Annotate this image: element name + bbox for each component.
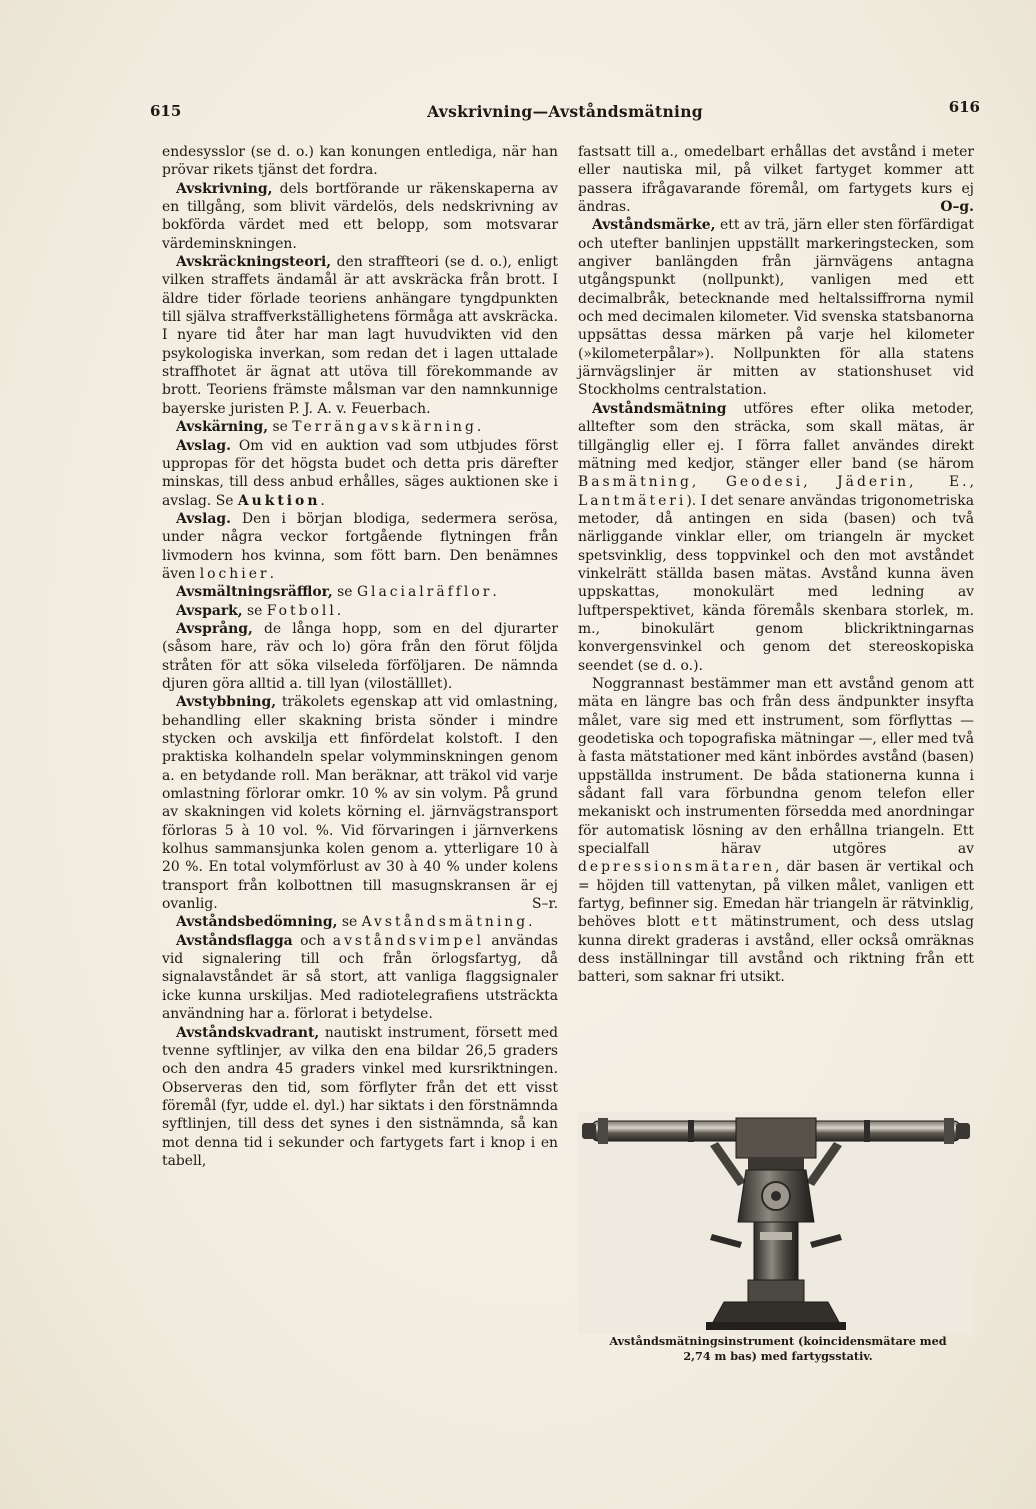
entry-continuation: endesysslor (se d. o.) kan konungen entlediga, när han prövar rikets tjänst det fordra.: [162, 144, 558, 179]
entry-avsmaltningsrafflor: Avsmältningsräfflor, se Glacialräfflor.: [176, 584, 497, 601]
cross-reference: lochier: [199, 565, 270, 582]
entry-avskrackningsteori: Avskräckningsteori, den straffteori (se d. o.), enligt vilken straffets ändamål är att avskräcka från brott. I äldre tider förlade teoriens anhängare tyngdpunkten till själva straffverkställighetens förmåga att avskräcka. I nyare tid åter har man lagt huvudvikten vid den psykologiska inverkan, som redan det i lagen uttalade straffhotet är ägnat att utöva till förekommande av brott. Teoriens främste målsman var den namnkunnige bayerske juristen P. J. A. v. Feuerbach.: [162, 254, 558, 417]
entry-avskrivning: Avskrivning, dels bortförande ur räkenskaperna av en tillgång, som blivit värdelös, dels nedskrivning av bokförda värdet med ett belopp, som motsvarar värdeminskningen.: [162, 180, 558, 252]
cross-reference: Glacialräfflor: [356, 584, 493, 601]
cross-reference: Jäderin, E.: [837, 474, 970, 491]
entry-avstandsmatning-cont: Noggrannast bestämmer man ett avstånd genom att mäta en längre bas och från dess ändpunkter insyfta målet, vare sig med ett instrument, som förflyttas — geodetiska och topografiska mätningar —, eller med två à fasta mätstationer med känt inbördes avstånd (basen) uppställda instrument. De båda stationerna kunna i sådant fall vara förbundna genom telefon eller mekaniskt och instrumenten försedda med anordningar för automatisk lösning av den erhållna triangeln. Ett specialfall härav utgöres av depressionsmätaren, där basen är vertikal och = höjden till vattenytan, på vilken målet, vanligen ett fartyg, befinner sig. Emedan här triangeln är rätvinklig, behöves blott ett mätinstrument, och dess utslag kunna direkt graderas i avstånd, eller också omräknas dess inställningar till avstånd och riktning från ett batteri, som saknar fri utsikt.: [578, 675, 975, 986]
cross-reference: Terrängavskärning: [292, 419, 477, 436]
entry-avsprang: Avsprång, de långa hopp, som en del djurarter (såsom hare, räv och lo) göra från den förut följda stråten för att söka vilseleda förföljaren. De nämnda djuren göra alltid a. till lyan (viloställlet).: [162, 620, 558, 692]
cross-reference: depressionsmätaren: [578, 859, 776, 876]
page-number-left: 615: [150, 102, 182, 120]
page-header: [150, 98, 980, 124]
rangefinder-illustration: [578, 1112, 974, 1334]
running-title: Avskrivning—Avståndsmätning: [427, 102, 703, 121]
cross-reference: Fotboll: [266, 602, 337, 619]
entry-avstybbning: Avstybbning, träkolets egenskap att vid omlastning, behandling eller skakning brista sönder i mindre stycken och avskilja ett finfördelat kolstoft. I den praktiska kolhandeln spelar volymminskningen genom a. en betydande roll. Man beräknar, att träkol vid varje omlastning förlorar omkr. 10 % av sin volym. På grund av skakningen vid kolets körning el. järnvägstransport förloras 5 à 10 vol. %. Vid förvaringen i järnverkens kolhus sammansjunka kolen genom a. ytterligare 10 à 20 %. En total volymförlust av 30 à 40 % under kolens transport från kolbottnen till masugnskransen är ej ovanlig. S–r.: [162, 694, 558, 913]
right-column: [578, 143, 974, 987]
cross-reference: avståndsvimpel: [332, 932, 484, 949]
author-signature: S–r.: [532, 896, 558, 913]
entry-avstandsbedomning: Avståndsbedömning, se Avståndsmätning.: [176, 914, 533, 931]
cross-reference: Auktion: [237, 492, 321, 509]
entry-avskarning: Avskärning, se Terrängavskärning.: [176, 419, 482, 436]
entry-avstandsmatning: Avståndsmätning utföres efter olika metoder, alltefter som den sträcka, som skall mätas, är tillgänglig eller ej. I förra fallet användes direkt mätning med kedjor, stänger eller band (se härom Basmätning, Geodesi, Jäderin, E., Lantmäteri). I det senare användas trigonometriska metoder, då antingen en sida (basen) och två närliggande vinklar eller, om triangeln är mycket spetsvinklig, dess toppvinkel och den mot avståndet vinkelrätt ställda basen mätas. Avstånd kunna även uppskattas, monokulärt med ledning av luftperspektivet, kända föremåls skenbara storlek, m. m., binokulärt genom blickriktningarnas konvergensvinkel och genom det stereoskopiska seendet (se d. o.).: [578, 400, 974, 674]
left-column: [162, 143, 558, 1170]
caption-line-2: 2,74 m bas) med fartygsstativ.: [683, 1348, 873, 1363]
caption-line-1: Avståndsmätningsinstrument (koincidensmätare med: [609, 1334, 947, 1348]
author-signature: O–g.: [940, 199, 974, 216]
entry-continuation: fastsatt till a., omedelbart erhållas det avstånd i meter eller nautiska mil, på vilket fartyget kommer att passera ifrågavarande föremål, om fartygets kurs ej ändras. O–g.: [578, 144, 974, 216]
cross-reference: Lantmäteri: [578, 492, 687, 509]
entry-avstandsflagga: Avståndsflagga och avståndsvimpel användas vid signalering till och från örlogsfartyg, då signalavståndet är så stort, att vanliga flaggsignaler icke kunna urskiljas. Med radiotelegrafiens utsträckta användning har a. förlorat i betydelse.: [162, 932, 558, 1023]
emphasis: ett: [691, 914, 720, 931]
cross-reference: Basmätning: [578, 474, 692, 491]
cross-reference: Avståndsmätning: [361, 914, 529, 931]
entry-avstandsmarke: Avståndsmärke, ett av trä, järn eller sten förfärdigat och utefter banlinjen uppställt markeringstecken, som angiver banlängden från järnvägens antagna utgångspunkt (nollpunkt), vanligen med ett decimalbråk, betecknande med heltalssiffrorna nymil och med decimalen kilometer. Vid svenska statsbanorna uppsättas dessa märken på varje hel kilometer (»kilometerpålar»). Nollpunkten för alla statens järnvägslinjer är mitten av stationshuset vid Stockholms centralstation.: [578, 217, 974, 399]
page-number-right: 616: [948, 98, 980, 116]
entry-avspark: Avspark, se Fotboll.: [176, 602, 342, 619]
entry-avstandskvadrant: Avståndskvadrant, nautiskt instrument, försett med tvenne syftlinjer, av vilka den ena bildar 26,5 graders och den andra 45 graders vinkel med kursriktningen. Observeras den tid, som förflyter från det ett visst föremål (fyr, udde el. dyl.) har siktats i den förstnämnda syftlinjen, till dess det synes i den sistnämnda, så kan mot denna tid i sekunder och fartygets fart i knop i en tabell,: [162, 1024, 558, 1169]
figure-caption: [578, 1334, 978, 1363]
entry-avslag-1: Avslag. Om vid en auktion vad som utbjudes först uppropas för det högsta budet och detta pris därefter minskas, till dess anbud erhålles, säges auktionen ske i avslag. Se Auktion.: [162, 437, 558, 509]
entry-avslag-2: Avslag. Den i början blodiga, sedermera serösa, under några veckor fortgående flytningen från livmodern hos kvinna, som fött barn. Den benämnes även lochier.: [162, 510, 558, 582]
instrument-figure: [578, 1112, 974, 1334]
cross-reference: Geodesi: [725, 474, 804, 491]
